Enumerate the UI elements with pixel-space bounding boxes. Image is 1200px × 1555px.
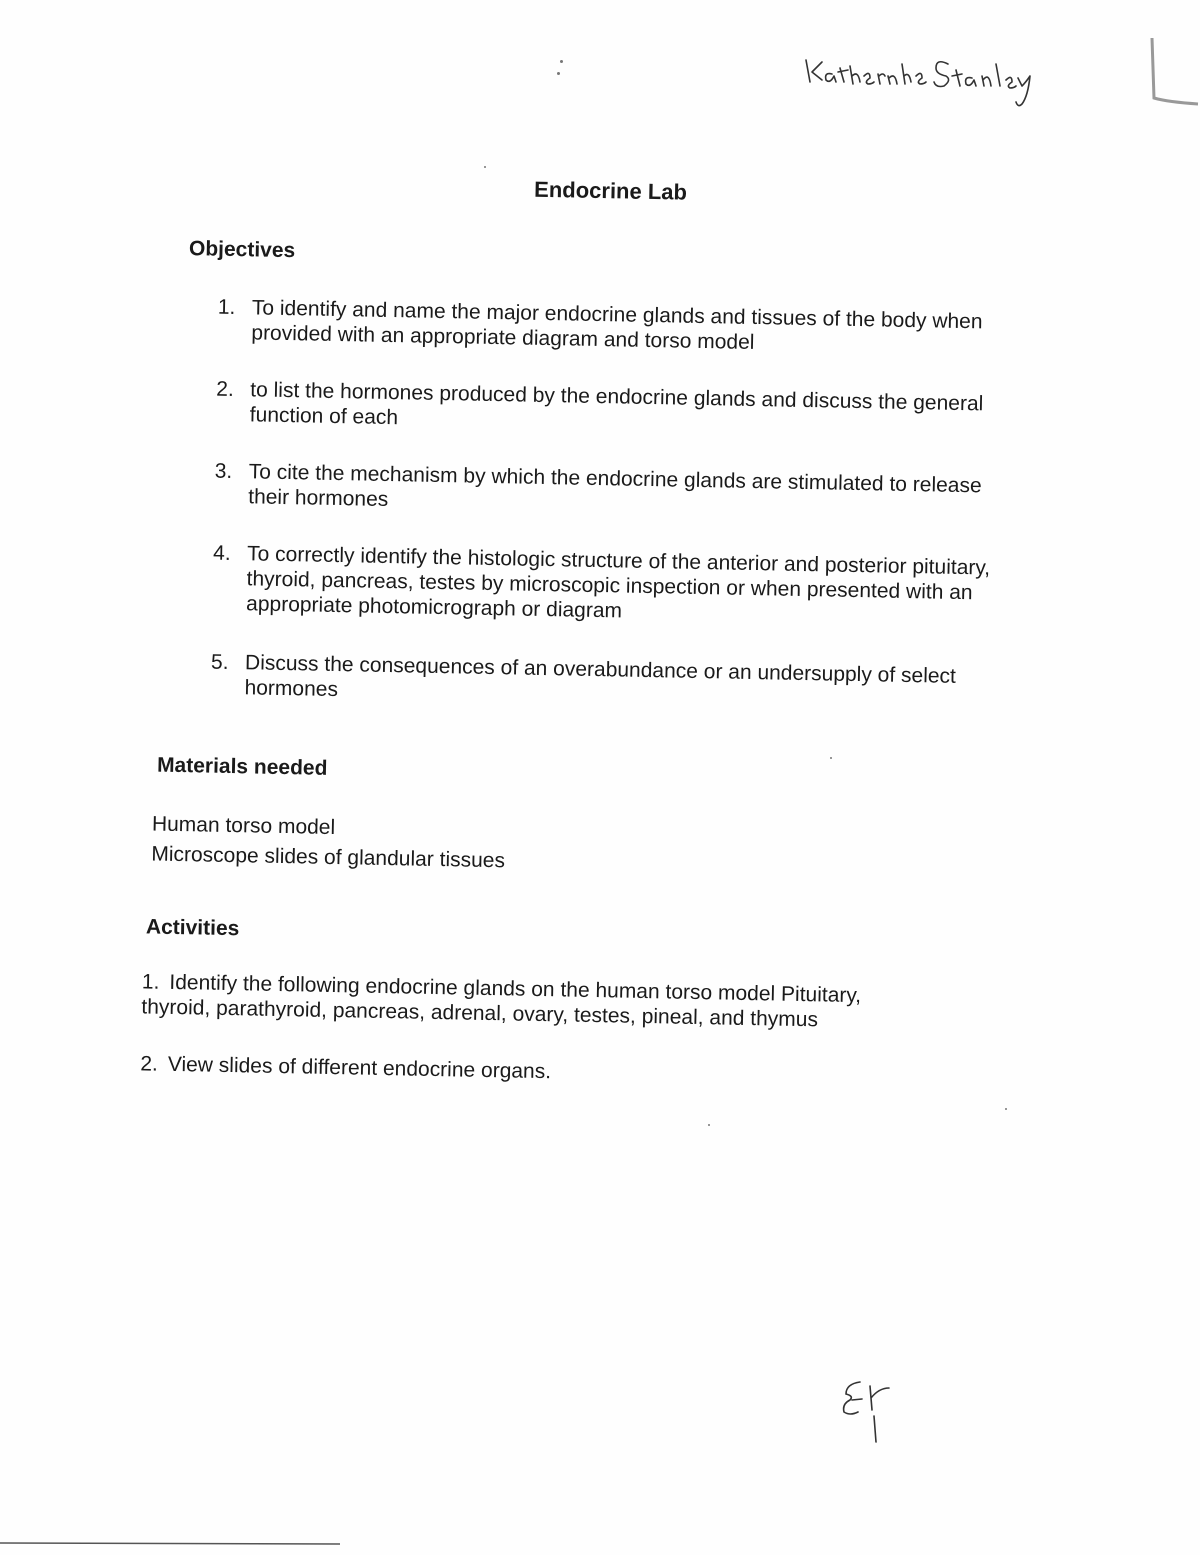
objective-number: 1. bbox=[217, 295, 236, 320]
objective-number: 5. bbox=[210, 650, 229, 674]
objective-item bbox=[211, 295, 1002, 360]
objective-item bbox=[206, 541, 997, 631]
activity-text: View slides of different endocrine organs. bbox=[167, 1052, 552, 1084]
objective-text: to list the hormones produced by the endocrine glands and discuss the general function of each bbox=[249, 378, 984, 430]
objective-number: 4. bbox=[212, 541, 231, 565]
activity-number: 1. bbox=[141, 970, 160, 994]
objective-text: To correctly identify the histologic structure of the anterior and posterior pituitary, thyroid, pancreas, testes by microscopic inspection or when presented with an appropriate photomicrograph or diagram bbox=[245, 542, 991, 623]
objective-number: 3. bbox=[214, 459, 233, 483]
handwritten-initials bbox=[838, 1372, 898, 1447]
objective-item bbox=[208, 459, 999, 524]
activities-heading: Activities bbox=[145, 915, 240, 941]
activity-number: 2. bbox=[140, 1052, 159, 1076]
objectives-list bbox=[204, 295, 1002, 747]
materials-list bbox=[151, 810, 506, 877]
activity-text: Identify the following endocrine glands on the human torso model Pituitary, thyroid, parathyroid, pancreas, adrenal, ovary, testes, pineal, and thymus bbox=[141, 970, 862, 1032]
objective-number: 2. bbox=[216, 377, 235, 402]
objective-text: To identify and name the major endocrine glands and tissues of the body when provided with an appropriate diagram and torso model bbox=[251, 296, 983, 354]
activity-item bbox=[141, 969, 932, 1034]
objectives-heading: Objectives bbox=[188, 237, 296, 263]
document-title: Endocrine Lab bbox=[533, 176, 688, 205]
objective-item bbox=[210, 377, 1001, 442]
materials-heading: Materials needed bbox=[156, 753, 328, 780]
scan-edge-line bbox=[0, 1540, 340, 1546]
activity-item bbox=[140, 1051, 930, 1091]
objective-text: Discuss the consequences of an overabundance or an undersupply of select hormones bbox=[244, 651, 957, 702]
objective-item bbox=[204, 650, 995, 715]
objective-text: To cite the mechanism by which the endocrine glands are stimulated to release their hormones bbox=[248, 460, 982, 511]
material-item: Human torso model bbox=[151, 812, 336, 840]
material-item: Microscope slides of glandular tissues bbox=[151, 842, 506, 873]
activities-list bbox=[139, 969, 932, 1123]
